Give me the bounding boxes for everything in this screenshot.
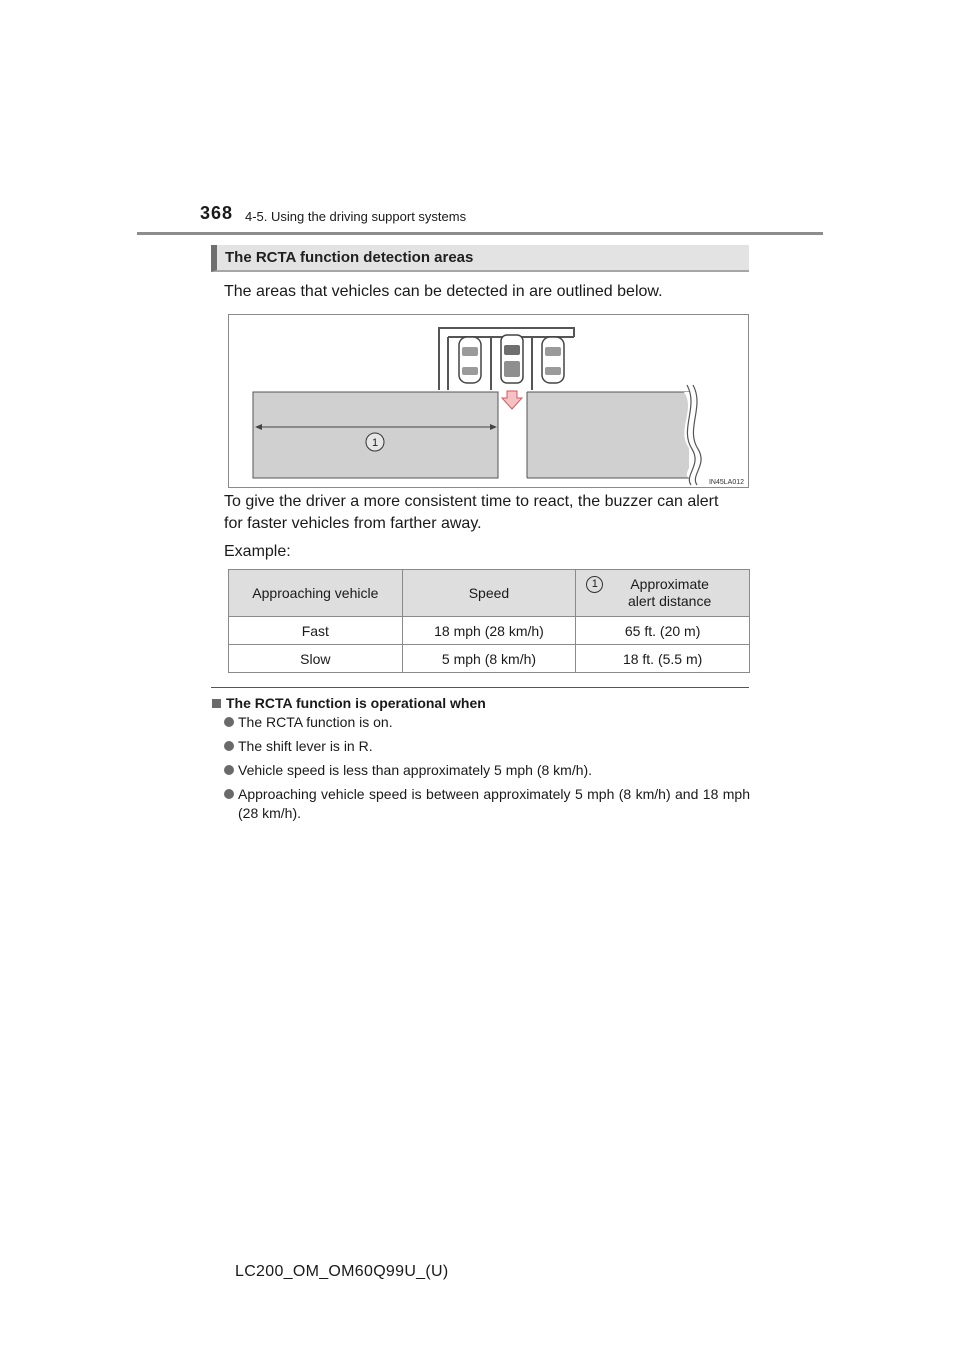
paragraph-line-1: To give the driver a more consistent time to react, the buzzer can alert: [224, 493, 719, 510]
section-heading-bar: [211, 245, 749, 272]
intro-text: The areas that vehicles can be detected in are outlined below.: [224, 283, 663, 300]
note-title: [212, 695, 486, 711]
header-distance-line-2: alert distance: [627, 593, 712, 609]
bullet-text: Approaching vehicle speed is between approximately 5 mph (8 km/h) and 18 mph (28 km/h).: [238, 786, 750, 821]
table-header-row: [229, 570, 750, 617]
parked-car-right: [542, 337, 564, 383]
paragraph-line-2: for faster vehicles from farther away.: [224, 515, 482, 532]
reversing-vehicle: [501, 335, 523, 383]
bullet-item: [224, 713, 750, 732]
bullet-dot-icon: [224, 717, 234, 727]
table-row: [229, 645, 750, 673]
square-bullet-icon: [212, 699, 221, 708]
alert-distance-table: [228, 569, 750, 673]
bullet-text: Vehicle speed is less than approximately 5 mph (8 km/h).: [238, 762, 593, 778]
header-approaching-vehicle: Approaching vehicle: [229, 570, 403, 617]
cell-distance: 18 ft. (5.5 m): [576, 645, 750, 673]
cell-vehicle: Fast: [229, 617, 403, 645]
callout-number: 1: [371, 437, 379, 449]
header-rule: [137, 232, 823, 235]
detection-area-right: [527, 392, 689, 478]
bullet-item: [224, 737, 750, 756]
bullet-dot-icon: [224, 741, 234, 751]
bullet-text: The RCTA function is on.: [238, 714, 393, 730]
cell-vehicle: Slow: [229, 645, 403, 673]
page-number: 368: [200, 203, 234, 223]
example-label: Example:: [224, 543, 291, 560]
detection-area-illustration: [229, 315, 748, 487]
note-title-text: The RCTA function is operational when: [226, 695, 486, 711]
section-path: 4-5. Using the driving support systems: [245, 209, 467, 224]
bullet-item: [224, 761, 750, 780]
reverse-direction-arrow: [502, 391, 522, 409]
document-code: LC200_OM_OM60Q99U_(U): [235, 1263, 449, 1280]
bullet-dot-icon: [224, 765, 234, 775]
cell-speed: 18 mph (28 km/h): [402, 617, 576, 645]
figure-code: IN45LA012: [708, 479, 744, 486]
header-callout-number: 1: [586, 576, 603, 593]
bullet-item: [224, 785, 750, 823]
header-alert-distance: [576, 570, 750, 617]
bullet-dot-icon: [224, 789, 234, 799]
section-heading: The RCTA function detection areas: [225, 249, 474, 266]
header-speed: Speed: [402, 570, 576, 617]
cell-speed: 5 mph (8 km/h): [402, 645, 576, 673]
header-distance-line-1: Approximate: [630, 576, 709, 592]
parked-car-left: [459, 337, 481, 383]
cell-distance: 65 ft. (20 m): [576, 617, 750, 645]
table-row: [229, 617, 750, 645]
bullet-text: The shift lever is in R.: [238, 738, 373, 754]
detection-area-figure: [228, 314, 749, 488]
note-rule: [211, 687, 749, 688]
